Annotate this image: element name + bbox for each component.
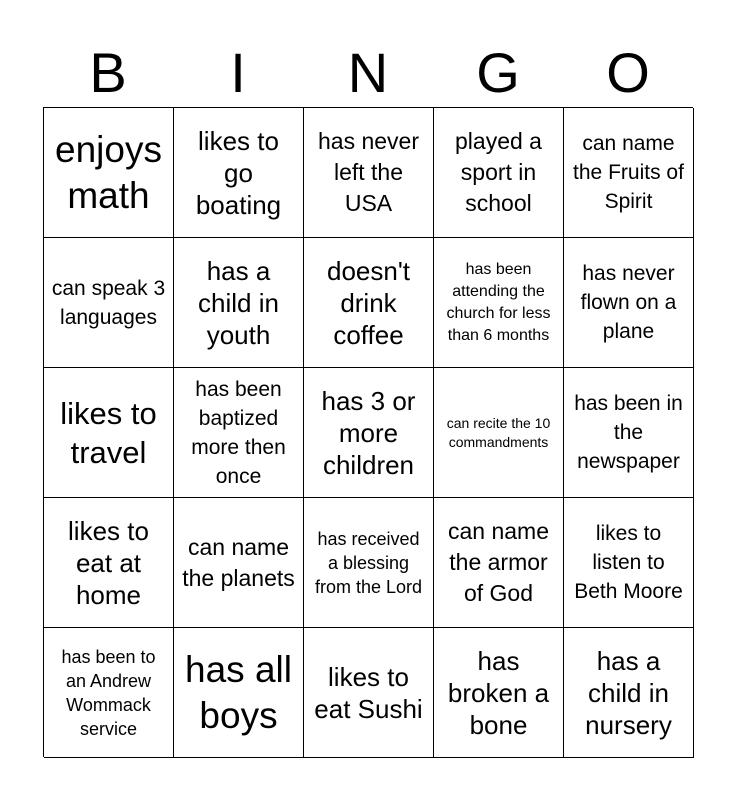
bingo-cell[interactable] bbox=[44, 498, 174, 628]
cell-text: likes to eat at home bbox=[68, 515, 149, 610]
bingo-cell[interactable] bbox=[174, 238, 304, 368]
bingo-cell[interactable] bbox=[304, 368, 434, 498]
cell-text: has broken a bone bbox=[447, 645, 550, 740]
bingo-cell[interactable] bbox=[434, 498, 564, 628]
cell-text: played a sport in school bbox=[455, 128, 542, 216]
cell-text: can name the planets bbox=[182, 533, 295, 591]
bingo-cell[interactable] bbox=[304, 108, 434, 238]
cell-text: can name the armor of God bbox=[447, 518, 549, 606]
bingo-cell[interactable] bbox=[304, 238, 434, 368]
cell-text: has 3 or more children bbox=[321, 385, 416, 480]
bingo-cell[interactable] bbox=[44, 238, 174, 368]
bingo-cell[interactable] bbox=[44, 368, 174, 498]
cell-text: enjoys math bbox=[55, 128, 162, 216]
header-letter-g: G bbox=[476, 41, 520, 104]
bingo-cell[interactable] bbox=[174, 108, 304, 238]
cell-text: has a child in nursery bbox=[585, 645, 672, 740]
cell-text: has been to an Andrew Wommack service bbox=[61, 646, 156, 739]
bingo-cell[interactable] bbox=[174, 368, 304, 498]
bingo-cell[interactable] bbox=[564, 368, 694, 498]
bingo-cell[interactable] bbox=[174, 498, 304, 628]
cell-text: can name the Fruits of Spirit bbox=[573, 132, 684, 213]
bingo-cell[interactable] bbox=[564, 498, 694, 628]
bingo-cell[interactable] bbox=[44, 108, 174, 238]
bingo-cell[interactable] bbox=[304, 498, 434, 628]
cell-text: likes to go boating bbox=[195, 125, 282, 220]
bingo-cell[interactable] bbox=[304, 628, 434, 758]
cell-text: has a child in youth bbox=[198, 255, 279, 350]
cell-text: has been attending the church for less than 6 months bbox=[446, 260, 551, 344]
header-letter-i: I bbox=[230, 41, 246, 104]
bingo-header bbox=[43, 40, 693, 106]
bingo-cell[interactable] bbox=[44, 628, 174, 758]
header-letter-b: B bbox=[89, 41, 127, 104]
header-letter-n: N bbox=[347, 41, 389, 104]
bingo-cell[interactable] bbox=[434, 108, 564, 238]
cell-text: doesn't drink coffee bbox=[326, 255, 411, 350]
cell-text: has all boys bbox=[185, 648, 292, 736]
bingo-cell[interactable] bbox=[564, 108, 694, 238]
cell-text: can recite the 10 commandments bbox=[446, 414, 551, 450]
cell-text: likes to eat Sushi bbox=[314, 661, 423, 724]
cell-text: has received a blessing from the Lord bbox=[314, 528, 423, 597]
bingo-cell[interactable] bbox=[564, 628, 694, 758]
cell-text: likes to travel bbox=[60, 395, 157, 470]
bingo-cell[interactable] bbox=[434, 238, 564, 368]
cell-text: likes to listen to Beth Moore bbox=[574, 522, 683, 603]
bingo-cell[interactable] bbox=[564, 238, 694, 368]
cell-text: has been in the newspaper bbox=[574, 392, 683, 473]
cell-text: has never flown on a plane bbox=[580, 262, 677, 343]
cell-text: has never left the USA bbox=[317, 128, 419, 216]
bingo-cell[interactable] bbox=[434, 368, 564, 498]
cell-text: can speak 3 languages bbox=[51, 276, 166, 329]
bingo-cell[interactable] bbox=[174, 628, 304, 758]
cell-text: has been baptized more then once bbox=[191, 377, 286, 488]
bingo-cell[interactable] bbox=[434, 628, 564, 758]
header-letter-o: O bbox=[606, 41, 650, 104]
bingo-card-grid bbox=[43, 107, 693, 757]
